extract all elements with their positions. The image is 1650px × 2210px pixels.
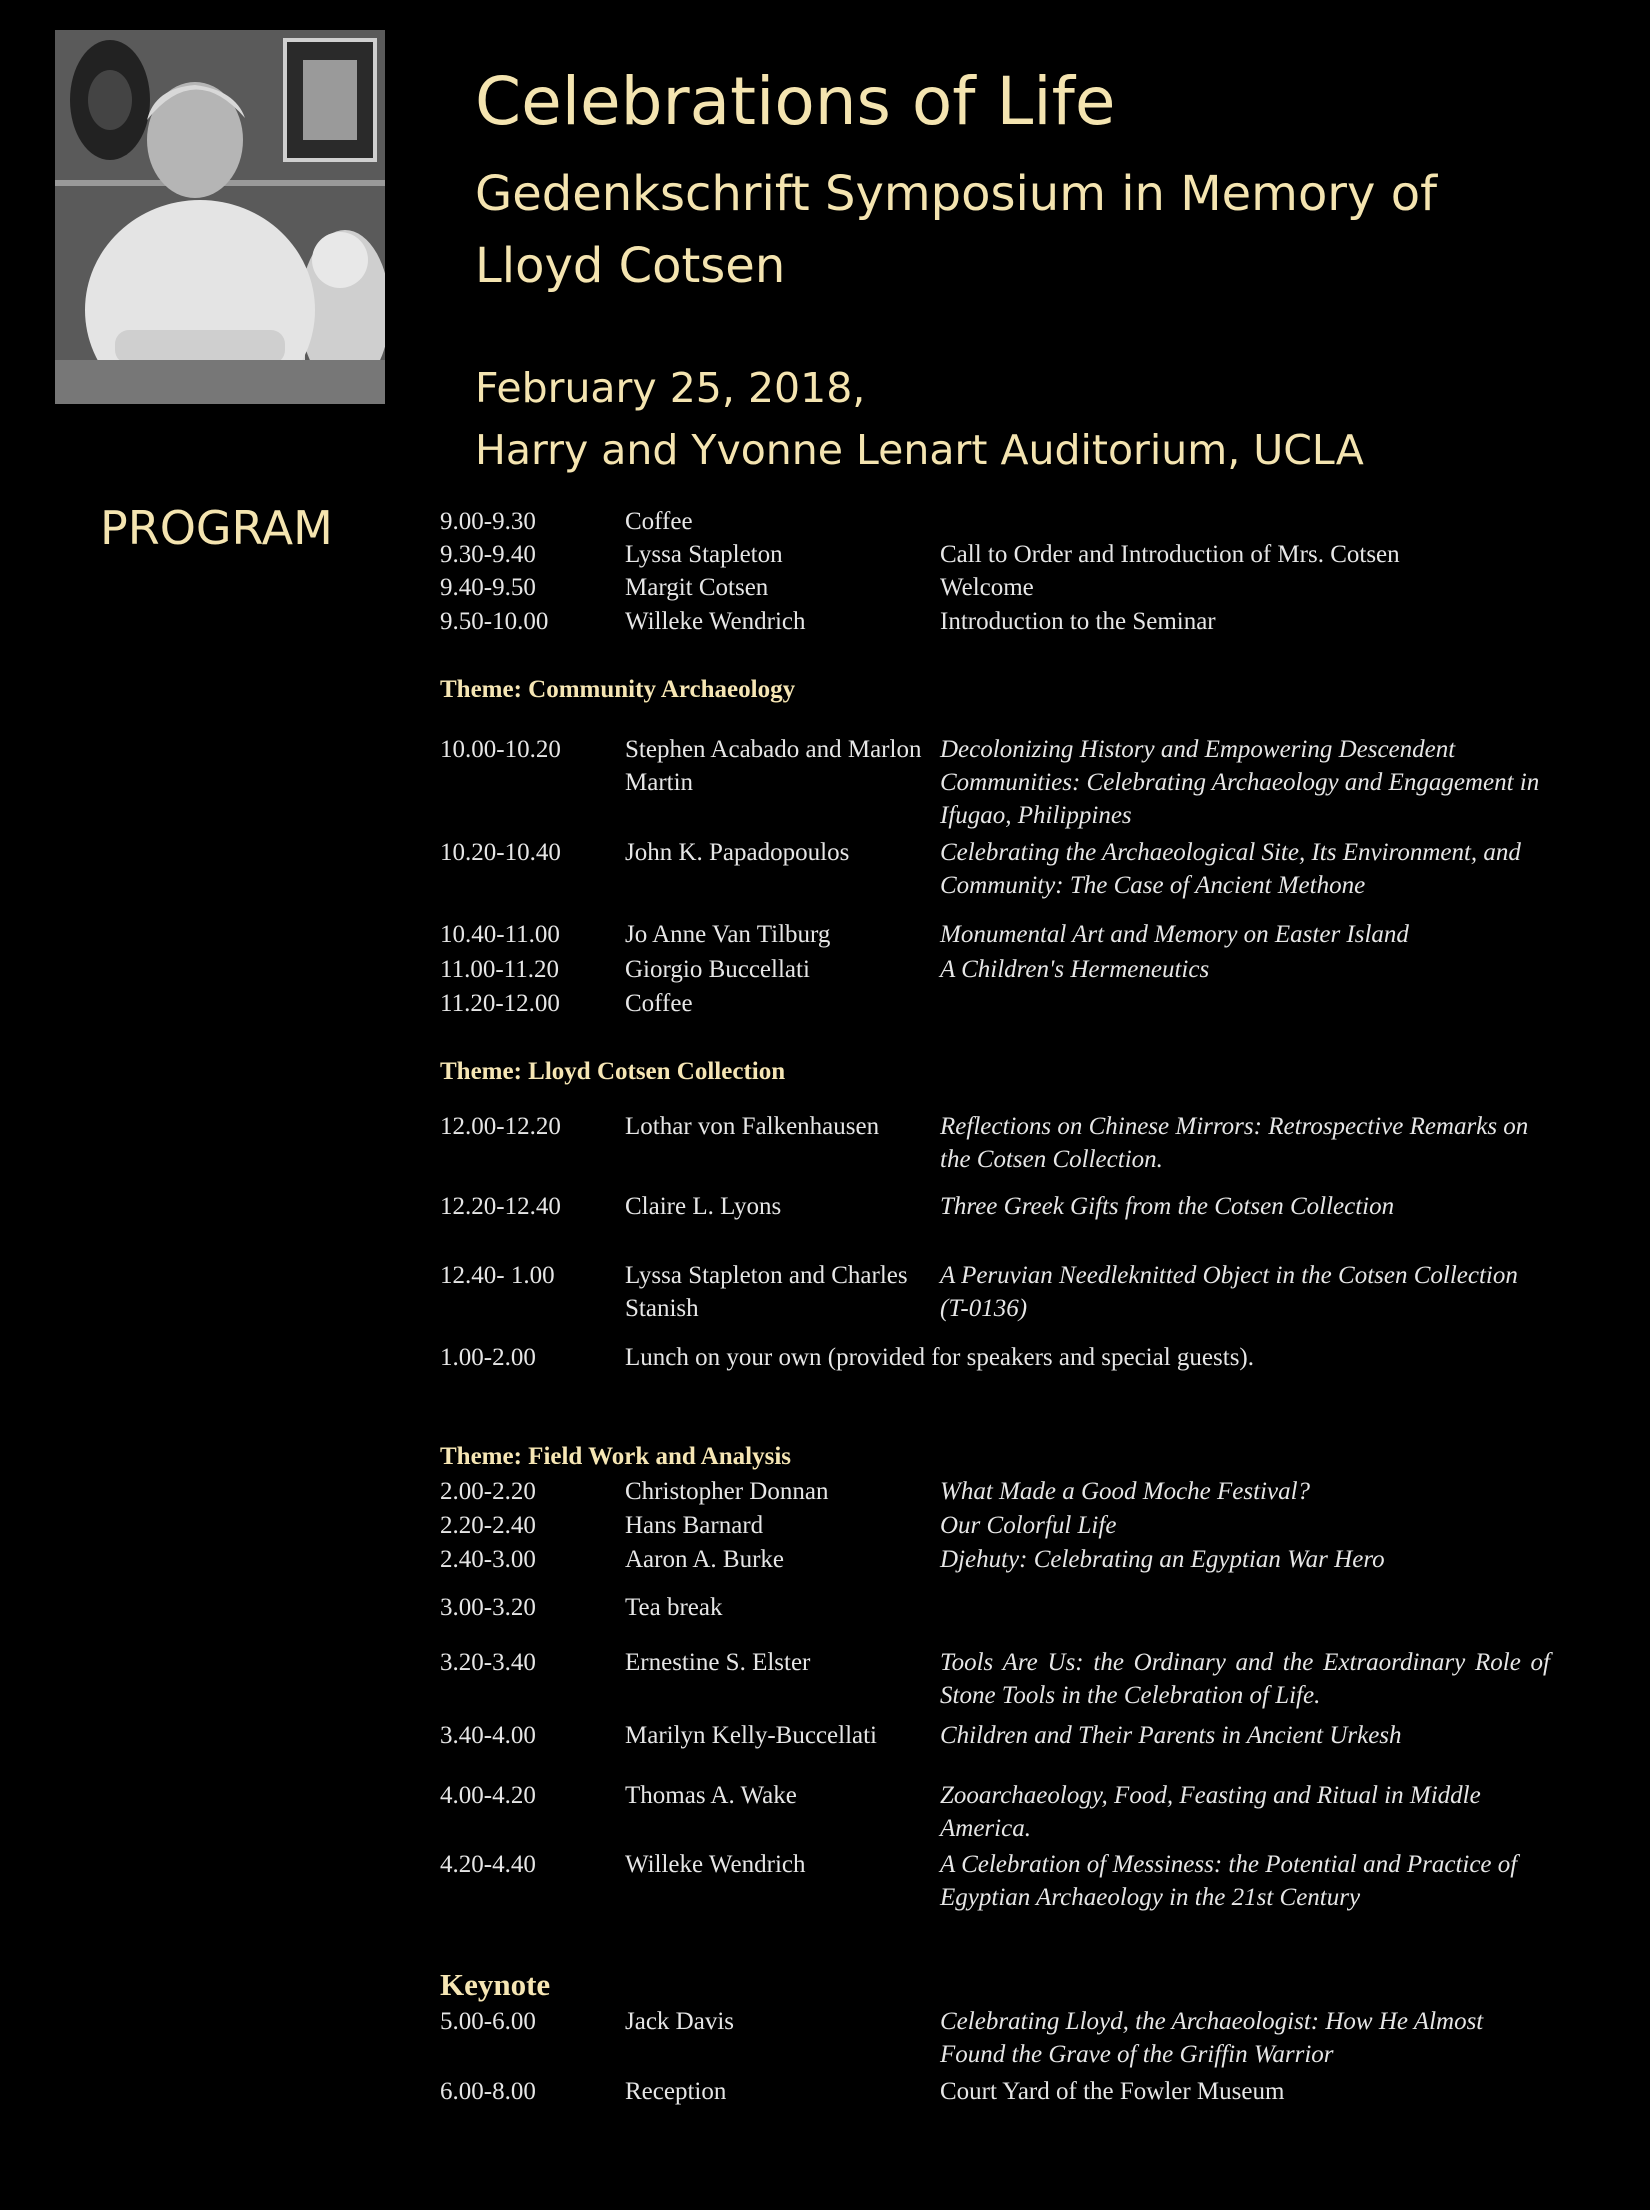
row-title: Call to Order and Introduction of Mrs. Cotsen: [940, 541, 1400, 568]
row-speaker: Jack Davis: [625, 2008, 734, 2035]
subtitle-line-2: Lloyd Cotsen: [475, 238, 786, 294]
row-title: Children and Their Parents in Ancient Urkesh: [940, 1722, 1402, 1749]
row-time: 10.20-10.40: [440, 839, 561, 866]
page-subtitle: [475, 158, 1575, 302]
row-time: 5.00-6.00: [440, 2008, 536, 2035]
portrait-illustration: [55, 30, 385, 404]
row-title: Djehuty: Celebrating an Egyptian War Hero: [940, 1546, 1385, 1573]
row-time: 11.20-12.00: [440, 990, 560, 1017]
row-time: 1.00-2.00: [440, 1344, 536, 1371]
row-time: 9.30-9.40: [440, 541, 536, 568]
row-title: Zooarchaeology, Food, Feasting and Ritual in Middle America.: [940, 1782, 1481, 1842]
row-title: Decolonizing History and Empowering Descendent Communities: Celebrating Archaeology and Engagement in Ifugao, Philippines: [940, 736, 1540, 829]
keynote-heading: Keynote: [440, 1967, 551, 2002]
row-title: Three Greek Gifts from the Cotsen Collection: [940, 1193, 1395, 1220]
row-time: 4.20-4.40: [440, 1851, 536, 1878]
theme-heading: Theme: Community Archaeology: [440, 676, 796, 703]
row-speaker: Coffee: [625, 990, 693, 1017]
row-speaker: Hans Barnard: [625, 1512, 764, 1539]
event-venue: Harry and Yvonne Lenart Auditorium, UCLA: [475, 426, 1364, 474]
subtitle-line-1: Gedenkschrift Symposium in Memory of: [475, 166, 1437, 222]
program-label: PROGRAM: [100, 501, 333, 555]
row-time: 9.00-9.30: [440, 508, 536, 535]
row-title: Tools Are Us: the Ordinary and the Extraordinary Role of Stone Tools in the Celebration of Life.: [940, 1649, 1550, 1709]
theme-heading: Theme: Field Work and Analysis: [440, 1443, 791, 1470]
row-time: 12.00-12.20: [440, 1113, 561, 1140]
row-speaker: Thomas A. Wake: [625, 1782, 797, 1809]
row-speaker: Coffee: [625, 508, 693, 535]
row-title: Celebrating the Archaeological Site, Its Environment, and Community: The Case of Ancient Methone: [940, 839, 1521, 899]
row-speaker: Stephen Acabado and Marlon Martin: [625, 736, 922, 796]
page-title: Celebrations of Life: [475, 63, 1116, 140]
row-speaker: Lyssa Stapleton: [625, 541, 783, 568]
row-title: Our Colorful Life: [940, 1512, 1117, 1539]
row-speaker: Tea break: [625, 1594, 723, 1621]
row-speaker: Ernestine S. Elster: [625, 1649, 811, 1676]
row-speaker: Margit Cotsen: [625, 574, 769, 601]
row-time: 3.00-3.20: [440, 1594, 536, 1621]
row-time: 2.40-3.00: [440, 1546, 536, 1573]
row-speaker: Willeke Wendrich: [625, 1851, 806, 1878]
portrait-photo: [55, 30, 385, 404]
row-speaker: Reception: [625, 2078, 727, 2105]
row-time: 9.40-9.50: [440, 574, 536, 601]
row-time: 9.50-10.00: [440, 608, 549, 635]
row-title: Welcome: [940, 574, 1034, 601]
row-title: Celebrating Lloyd, the Archaeologist: How He Almost Found the Grave of the Griffin Warrior: [940, 2008, 1484, 2068]
row-time: 3.20-3.40: [440, 1649, 536, 1676]
row-time: 11.00-11.20: [440, 956, 559, 983]
row-time: 3.40-4.00: [440, 1722, 536, 1749]
row-note: Lunch on your own (provided for speakers and special guests).: [625, 1344, 1254, 1371]
row-speaker: John K. Papadopoulos: [625, 839, 850, 866]
row-time: 10.00-10.20: [440, 736, 561, 763]
row-speaker: Lyssa Stapleton and Charles Stanish: [625, 1262, 908, 1322]
row-speaker: Lothar von Falkenhausen: [625, 1113, 880, 1140]
row-speaker: Jo Anne Van Tilburg: [625, 921, 831, 948]
row-title: Court Yard of the Fowler Museum: [940, 2078, 1285, 2105]
row-title: A Children's Hermeneutics: [940, 956, 1210, 983]
row-time: 2.20-2.40: [440, 1512, 536, 1539]
row-title: Reflections on Chinese Mirrors: Retrospective Remarks on the Cotsen Collection.: [940, 1113, 1529, 1173]
row-time: 6.00-8.00: [440, 2078, 536, 2105]
row-title: A Peruvian Needleknitted Object in the Cotsen Collection (T-0136): [940, 1262, 1518, 1322]
row-title: What Made a Good Moche Festival?: [940, 1478, 1311, 1505]
row-time: 4.00-4.20: [440, 1782, 536, 1809]
row-title: Monumental Art and Memory on Easter Island: [940, 921, 1409, 948]
row-time: 12.20-12.40: [440, 1193, 561, 1220]
row-speaker: Willeke Wendrich: [625, 608, 806, 635]
row-title: A Celebration of Messiness: the Potential and Practice of Egyptian Archaeology in the 21st Century: [940, 1851, 1518, 1911]
event-date: February 25, 2018,: [475, 364, 866, 412]
row-speaker: Aaron A. Burke: [625, 1546, 784, 1573]
row-speaker: Giorgio Buccellati: [625, 956, 810, 983]
row-speaker: Marilyn Kelly-Buccellati: [625, 1722, 878, 1749]
row-speaker: Claire L. Lyons: [625, 1193, 782, 1220]
theme-heading: Theme: Lloyd Cotsen Collection: [440, 1058, 786, 1085]
row-time: 2.00-2.20: [440, 1478, 536, 1505]
row-title: Introduction to the Seminar: [940, 608, 1216, 635]
row-time: 12.40- 1.00: [440, 1262, 555, 1289]
row-time: 10.40-11.00: [440, 921, 560, 948]
row-speaker: Christopher Donnan: [625, 1478, 829, 1505]
